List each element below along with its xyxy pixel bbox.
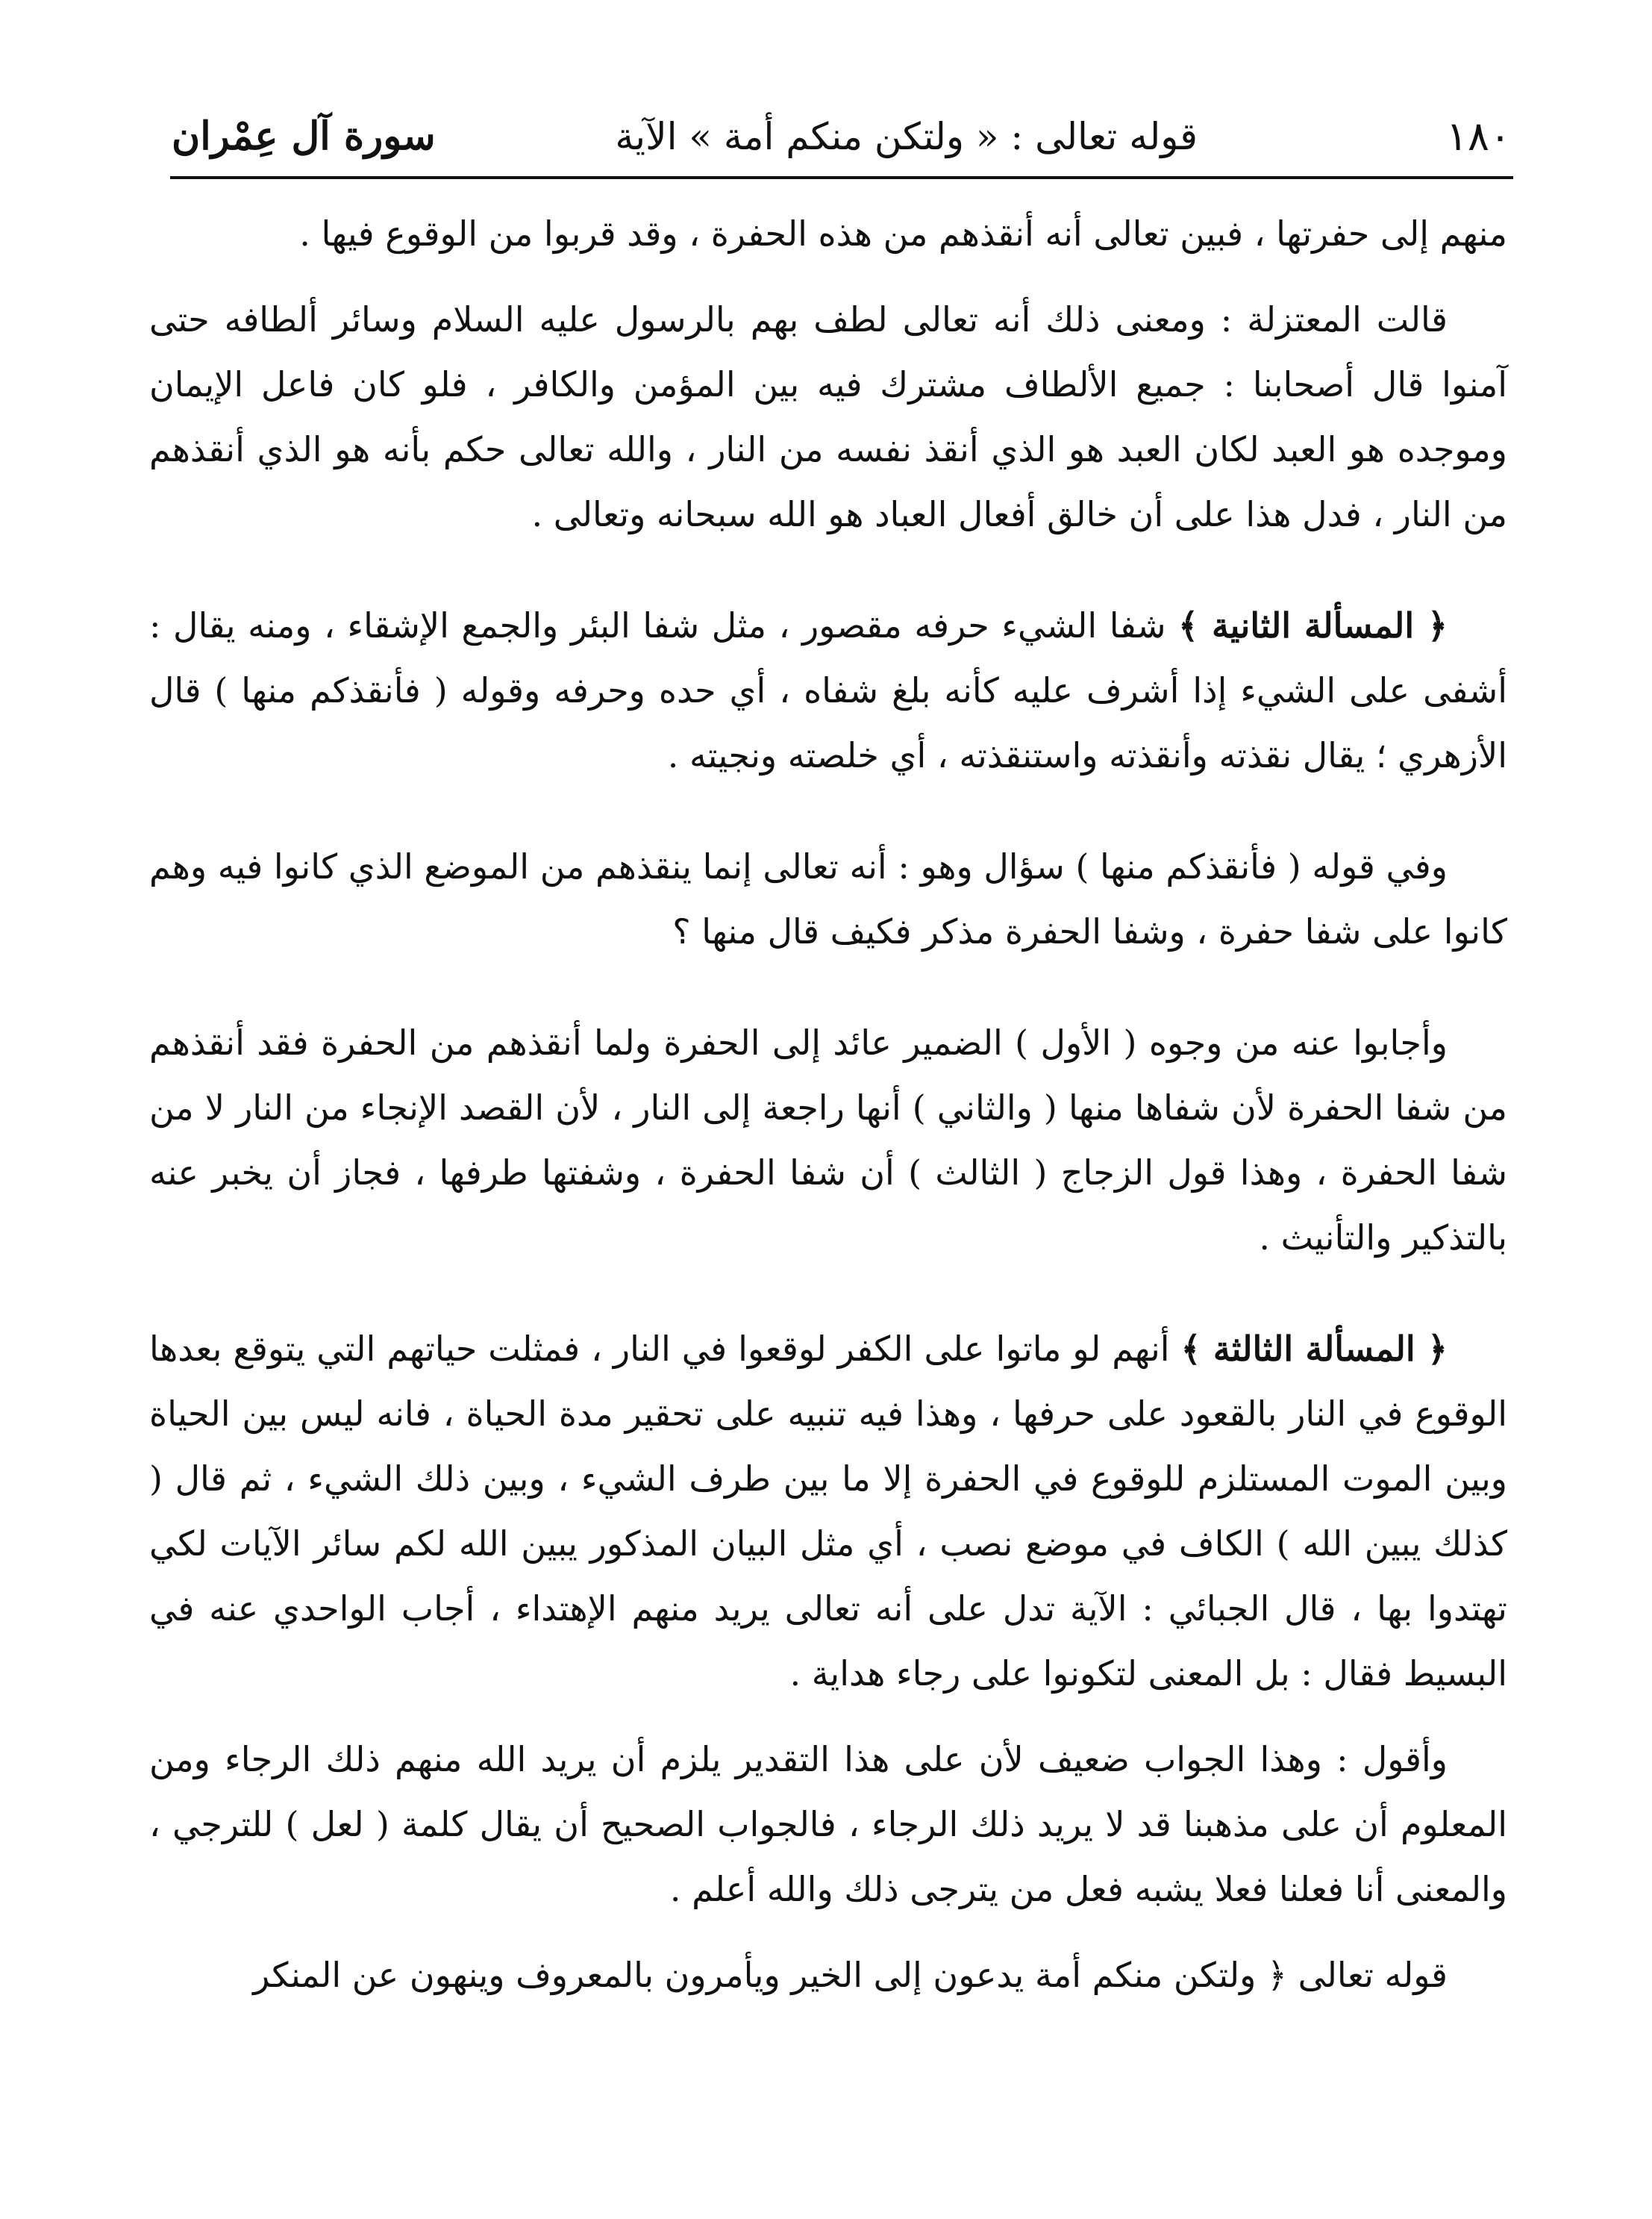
header-divider <box>170 176 1513 179</box>
paragraph-7: وأقول : وهذا الجواب ضعيف لأن على هذا التقدير يلزم أن يريد الله منهم ذلك الرجاء ومن المعلوم أن على مذهبنا قد لا يريد ذلك الرجاء ، فالجواب الصحيح أن يقال كلمة ( لعل ) للترجي ، والمعنى أنا فعلنا فعلا يشبه فعل من يترجى ذلك والله أعلم . <box>149 1739 1507 1909</box>
paragraph-5: وأجابوا عنه من وجوه ( الأول ) الضمير عائد إلى الحفرة ولما أنقذهم من الحفرة فقد أنقذهم من شفا الحفرة لأن شفاها منها ( والثاني ) أنها راجعة إلى النار ، لأن القصد الإنجاء من النار لا من شفا الحفرة ، وهذا قول الزجاج ( الثالث ) أن شفا الحفرة ، وشفتها طرفها ، فجاز أن يخبر عنه بالتذكير والتأنيث . <box>149 1023 1507 1258</box>
paragraph-2: قالت المعتزلة : ومعنى ذلك أنه تعالى لطف بهم بالرسول عليه السلام وسائر ألطافه حتى آمنوا قال أصحابنا : جميع الألطاف مشترك فيه بين المؤمن والكافر ، فلو كان فاعل الإيمان وموجده هو العبد لكان العبد هو الذي أنقذ نفسه من النار ، والله تعالى حكم بأنه هو الذي أنقذهم من النار ، فدل هذا على أن خالق أفعال العباد هو الله سبحانه وتعالى . <box>149 299 1507 534</box>
paragraph-1: منهم إلى حفرتها ، فبين تعالى أنه أنقذهم من هذه الحفرة ، وقد قربوا من الوقوع فيها . <box>299 213 1507 254</box>
page-number: ١٨٠ <box>1445 113 1511 160</box>
paragraph-6-text: أنهم لو ماتوا على الكفر لوقعوا في النار ، فمثلت حياتهم التي يتوقع بعدها الوقوع في النار بالقعود على حرفها ، وهذا فيه تنبيه على تحقير مدة الحياة ، فانه ليس بين الحياة وبين الموت المستلزم للوقوع في الحفرة إلا ما بين طرف الشيء ، وبين ذلك الشيء ، ثم قال ( كذلك يبين الله ) الكاف في موضع نصب ، أي مثل البيان المذكور يبين الله لكم سائر الآيات لكي تهتدوا بها ، قال الجبائي : الآية تدل على أنه تعالى يريد منهم الإهتداء ، أجاب الواحدي عنه في البسيط فقال : بل المعنى لتكونوا على رجاء هداية . <box>149 1329 1507 1694</box>
section-heading: ﴿ المسألة الثالثة ﴾ <box>1180 1329 1448 1369</box>
running-title: قوله تعالى : « ولتكن منكم أمة » الآية <box>615 115 1198 158</box>
body-text <box>149 202 1507 2008</box>
section-heading: ﴿ المسألة الثانية ﴾ <box>1178 605 1448 646</box>
surah-name: سورة آل عِمْران <box>172 113 436 159</box>
running-header <box>172 96 1511 178</box>
paragraph-8: قوله تعالى ﴿ ولتكن منكم أمة يدعون إلى الخير ويأمرون بالمعروف وينهون عن المنكر <box>253 1955 1448 1995</box>
paragraph-3-text: شفا الشيء حرفه مقصور ، مثل شفا البئر والجمع الإشقاء ، ومنه يقال : أشفى على الشيء إذا أشرف عليه كأنه بلغ شفاه ، أي حده وحرفه وقوله ( فأنقذكم منها ) قال الأزهري ؛ يقال نقذته وأنقذته واستنقذته ، أي خلصته ونجيته . <box>149 605 1508 775</box>
paragraph-6 <box>149 1317 1507 1706</box>
paragraph-4: وفي قوله ( فأنقذكم منها ) سؤال وهو : أنه تعالى إنما ينقذهم من الموضع الذي كانوا فيه وهم كانوا على شفا حفرة ، وشفا الحفرة مذكر فكيف قال منها ؟ <box>149 846 1507 952</box>
paragraph-3 <box>149 593 1507 788</box>
